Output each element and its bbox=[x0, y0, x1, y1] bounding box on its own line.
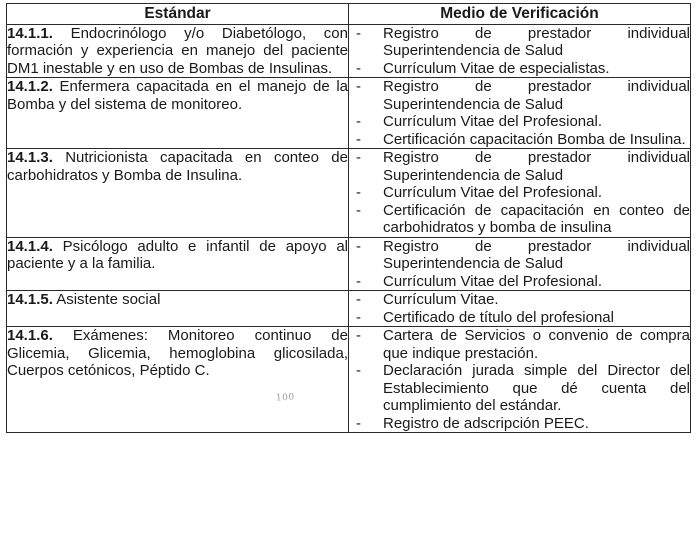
dash-bullet: - bbox=[356, 414, 361, 432]
standard-code: 14.1.3. bbox=[7, 149, 53, 166]
header-verification: Medio de Verificación bbox=[349, 4, 691, 25]
verification-item bbox=[349, 78, 690, 113]
table-row bbox=[7, 149, 691, 238]
verification-text: Currículum Vitae del Profesional. bbox=[383, 184, 602, 201]
verification-item bbox=[349, 149, 690, 184]
verification-list bbox=[349, 291, 690, 326]
standard-cell bbox=[7, 149, 349, 238]
verification-text: Declaración jurada simple del Director del Establecimiento que dé cuenta del cumplimiento del estándar. bbox=[383, 362, 690, 414]
table-row bbox=[7, 78, 691, 149]
table-body bbox=[7, 24, 691, 433]
verification-item bbox=[349, 60, 690, 78]
verification-cell bbox=[349, 327, 691, 433]
table-row bbox=[7, 327, 691, 433]
verification-list bbox=[349, 327, 690, 432]
verification-text: Registro de prestador individual Superintendencia de Salud bbox=[383, 237, 690, 272]
verification-text: Registro de prestador individual Superintendencia de Salud bbox=[383, 149, 690, 184]
verification-text: Currículum Vitae de especialistas. bbox=[383, 59, 610, 77]
standard-code: 14.1.4. bbox=[7, 237, 53, 255]
standard-entry bbox=[7, 25, 348, 78]
standard-code: 14.1.2. bbox=[7, 78, 53, 95]
table-row bbox=[7, 291, 691, 327]
standard-description: Nutricionista capacitada en conteo de carbohidratos y Bomba de Insulina. bbox=[7, 149, 348, 184]
page-number-stamp: 100 bbox=[275, 392, 296, 404]
standard-description: Endocrinólogo y/o Diabetólogo, con formación y experiencia en manejo del paciente DM1 inestable y en uso de Bombas de Insulinas. bbox=[7, 24, 348, 77]
standard-entry bbox=[7, 238, 348, 273]
standard-entry bbox=[7, 78, 348, 113]
standard-description: Psicólogo adulto e infantil de apoyo al paciente y a la familia. bbox=[7, 237, 349, 272]
table-row bbox=[7, 24, 691, 78]
verification-cell bbox=[349, 237, 691, 291]
table-header-row bbox=[7, 4, 691, 25]
standard-cell bbox=[7, 78, 349, 149]
standard-cell bbox=[7, 327, 349, 433]
verification-list bbox=[349, 149, 690, 237]
document-page bbox=[6, 3, 690, 433]
verification-text: Registro de adscripción PEEC. bbox=[383, 414, 589, 432]
verification-cell bbox=[349, 149, 691, 238]
standard-cell bbox=[7, 24, 349, 78]
dash-bullet: - bbox=[356, 149, 361, 166]
standard-entry bbox=[7, 149, 348, 184]
dash-bullet: - bbox=[356, 362, 361, 379]
verification-text: Currículum Vitae del Profesional. bbox=[383, 272, 602, 290]
verification-cell bbox=[349, 291, 691, 327]
dash-bullet: - bbox=[356, 130, 361, 148]
dash-bullet: - bbox=[356, 272, 361, 290]
standard-cell bbox=[7, 237, 349, 291]
verification-text: Registro de prestador individual Superintendencia de Salud bbox=[383, 78, 690, 113]
dash-bullet: - bbox=[356, 24, 361, 42]
standards-table bbox=[6, 3, 691, 433]
standard-description: Exámenes: Monitoreo continuo de Glicemia, Glicemia, hemoglobina glicosilada, Cuerpos cetónicos, Péptido C. bbox=[7, 327, 348, 379]
verification-text: Certificación capacitación Bomba de Insulina. bbox=[383, 130, 686, 148]
verification-text: Currículum Vitae del Profesional. bbox=[383, 113, 602, 130]
verification-text: Certificado de título del profesional bbox=[383, 308, 614, 326]
standard-entry bbox=[7, 291, 348, 309]
standard-code: 14.1.6. bbox=[7, 327, 53, 344]
standard-code: 14.1.1. bbox=[7, 24, 53, 42]
verification-text: Currículum Vitae. bbox=[383, 291, 499, 308]
verification-cell bbox=[349, 24, 691, 78]
verification-list bbox=[349, 25, 690, 78]
dash-bullet: - bbox=[356, 201, 361, 219]
verification-item bbox=[349, 25, 690, 60]
verification-text: Cartera de Servicios o convenio de compra que indique prestación. bbox=[383, 327, 690, 362]
standard-description: Enfermera capacitada en el manejo de la Bomba y del sistema de monitoreo. bbox=[7, 78, 348, 113]
verification-item bbox=[349, 184, 690, 202]
verification-list bbox=[349, 78, 690, 148]
verification-list bbox=[349, 238, 690, 291]
verification-cell bbox=[349, 78, 691, 149]
dash-bullet: - bbox=[356, 308, 361, 326]
standard-entry bbox=[7, 327, 348, 380]
dash-bullet: - bbox=[356, 237, 361, 255]
verification-text: Registro de prestador individual Superintendencia de Salud bbox=[383, 24, 690, 59]
verification-item bbox=[349, 273, 690, 291]
standard-code: 14.1.5. bbox=[7, 291, 53, 308]
verification-item bbox=[349, 291, 690, 309]
verification-item bbox=[349, 362, 690, 415]
verification-item bbox=[349, 113, 690, 131]
dash-bullet: - bbox=[356, 113, 361, 130]
verification-item bbox=[349, 238, 690, 273]
verification-item bbox=[349, 202, 690, 237]
standard-description: Asistente social bbox=[56, 291, 161, 308]
dash-bullet: - bbox=[356, 184, 361, 201]
dash-bullet: - bbox=[356, 59, 361, 77]
header-standard: Estándar bbox=[7, 4, 349, 25]
standard-cell bbox=[7, 291, 349, 327]
dash-bullet: - bbox=[356, 291, 361, 308]
verification-item bbox=[349, 327, 690, 362]
verification-item bbox=[349, 131, 690, 149]
dash-bullet: - bbox=[356, 78, 361, 95]
verification-item bbox=[349, 309, 690, 327]
verification-item bbox=[349, 415, 690, 433]
verification-text: Certificación de capacitación en conteo de carbohidratos y bomba de insulina bbox=[383, 201, 690, 236]
dash-bullet: - bbox=[356, 327, 361, 344]
table-row bbox=[7, 237, 691, 291]
